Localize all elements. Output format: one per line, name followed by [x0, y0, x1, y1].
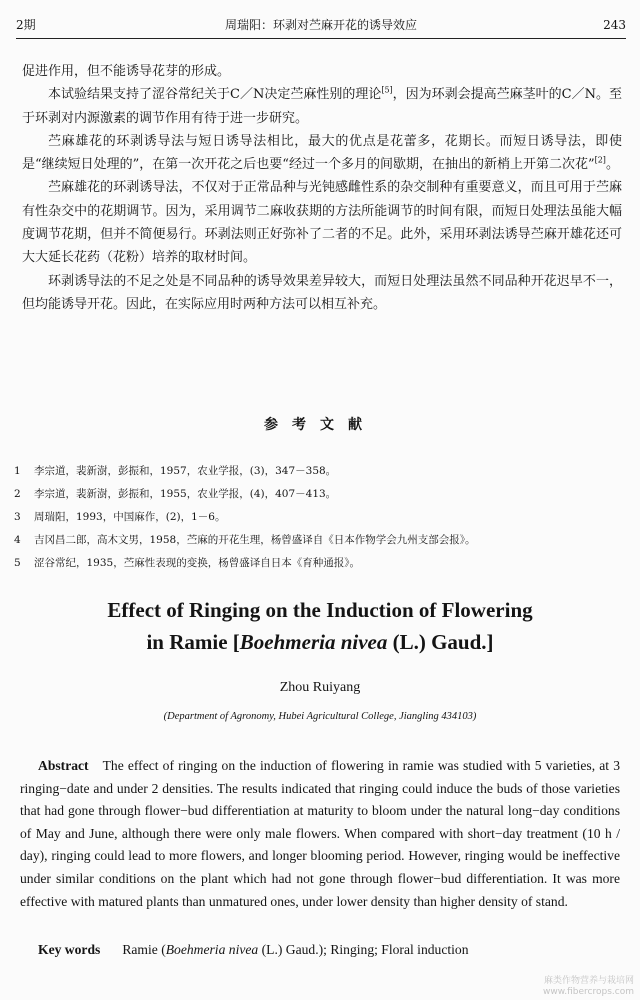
keywords-label: Key words — [38, 942, 101, 957]
reference-text: 周瑞阳，1993，中国麻作，(2)，1－6。 — [34, 511, 226, 523]
author-affiliation: (Department of Agronomy, Hubei Agricultural College, Jiangling 434103) — [163, 711, 477, 722]
running-title: 周瑞阳：环剥对苎麻开花的诱导效应 — [224, 18, 417, 32]
reference-number: 1 — [14, 465, 21, 477]
reference-item — [14, 506, 620, 529]
reference-item — [14, 460, 620, 483]
keywords-line — [38, 942, 620, 958]
reference-item — [14, 529, 620, 552]
reference-number: 3 — [14, 511, 21, 523]
citation-2: [2] — [594, 155, 606, 165]
reference-number: 2 — [14, 488, 21, 500]
paragraph-3 — [22, 130, 622, 177]
abstract-label: Abstract — [38, 758, 89, 773]
paragraph-3-text-a: 苎麻雄花的环剥诱导法与短日诱导法相比，最大的优点是花蕾多，花期长。而短日诱导法，即使是“继续短日处理的”，在第一次开花之后也要“经过一个多月的间歇期，在抽出的新梢上开第二次花” — [22, 133, 622, 173]
abstract-paragraph — [20, 755, 620, 913]
running-header — [16, 14, 626, 39]
site-watermark — [543, 976, 634, 998]
page-number: 243 — [603, 18, 626, 32]
keywords-text-b: (L.) Gaud.); Ringing; Floral induction — [258, 942, 469, 957]
paragraph-4: 苎麻雄花的环剥诱导法，不仅对于正常品种与光钝感雌性系的杂交制种有重要意义，而且可用于苎麻有性杂交中的花期调节。因为，采用调节二麻收获期的方法所能调节的时间有限，而短日处理法虽能大幅度调节花期，但并不简便易行。环剥法则正好弥补了二者的不足。此外，采用环剥法诱导苎麻开雄花还可大大延长花药（花粉）培养的取材时间。 — [22, 180, 622, 266]
paragraph-5: 环剥诱导法的不足之处是不同品种的诱导效果差异较大，而短日处理法虽然不同品种开花迟早不一，但均能诱导开花。因此，在实际应用时两种方法可以相互补充。 — [22, 273, 622, 312]
title-part-b: (L.) Gaud.] — [387, 630, 494, 654]
reference-item — [14, 483, 620, 506]
paragraph-2 — [22, 83, 622, 130]
english-title — [0, 594, 640, 658]
reference-text: 涩谷常纪，1935，苎麻性表现的变换，杨曾盛译自日本《育种通报》。 — [34, 557, 360, 569]
english-title-line-2 — [0, 626, 640, 658]
english-abstract — [20, 755, 620, 913]
english-title-line-1: Effect of Ringing on the Induction of Flowering — [107, 598, 533, 622]
paragraph-2-text-b: ，因为环剥会提高苎麻茎叶的C／N。至于环剥对内源激素的调节作用有待于进一步研究。 — [22, 87, 622, 126]
title-part-a: in Ramie [ — [146, 630, 240, 654]
reference-text: 李宗道，裴新澍，彭振和，1955，农业学报，(4)，407－413。 — [34, 488, 337, 500]
species-name: Boehmeria nivea — [239, 630, 388, 654]
paragraph-2-text-a: 本试验结果支持了涩谷常纪关于C／N决定苎麻性别的理论 — [48, 87, 382, 103]
author-name: Zhou Ruiyang — [279, 680, 361, 695]
references-heading: 参考文献 — [264, 417, 376, 433]
reference-text: 李宗道，裴新澍，彭振和，1957，农业学报，(3)，347－358。 — [34, 465, 337, 477]
paragraph-1: 促进作用，但不能诱导花芽的形成。 — [22, 64, 231, 79]
reference-text: 吉冈昌二郎，高木文男，1958，苎麻的开花生理，杨曾盛译自《日本作物学会九州支部会报》。 — [34, 534, 476, 546]
reference-number: 5 — [14, 557, 21, 569]
chinese-body-text — [22, 60, 622, 316]
reference-list — [14, 460, 620, 575]
issue-number: 2期 — [16, 18, 36, 32]
keywords-species: Boehmeria nivea — [165, 942, 259, 957]
keywords-text-a: Ramie ( — [122, 942, 166, 957]
reference-item — [14, 552, 620, 575]
abstract-text: The effect of ringing on the induction of flowering in ramie was studied with 5 varieties, at 3 ringing−date and under 2 densities. The results indicated that ringing could induce the buds of those varieties that had gone through flower−bud differentiation at maturity to bloom under the natural long−day conditions of May and June, although there were only male flowers. When compared with short−day treatment (10 h / day), ringing could lead to more flowers, and longer blooming period. However, ringing would be ineffective under similar conditions on the plant which had not gone through flower−bud differentiation. It was more effective with matured plants than unmatured ones, under lower density than higher density of stand. — [20, 758, 620, 909]
reference-number: 4 — [14, 534, 21, 546]
watermark-line-1: 麻类作物营养与栽培网 — [543, 976, 634, 986]
paragraph-3-text-b: 。 — [605, 157, 619, 173]
citation-5: [5] — [381, 85, 393, 95]
watermark-line-2: www.fibercrops.com — [543, 987, 634, 997]
